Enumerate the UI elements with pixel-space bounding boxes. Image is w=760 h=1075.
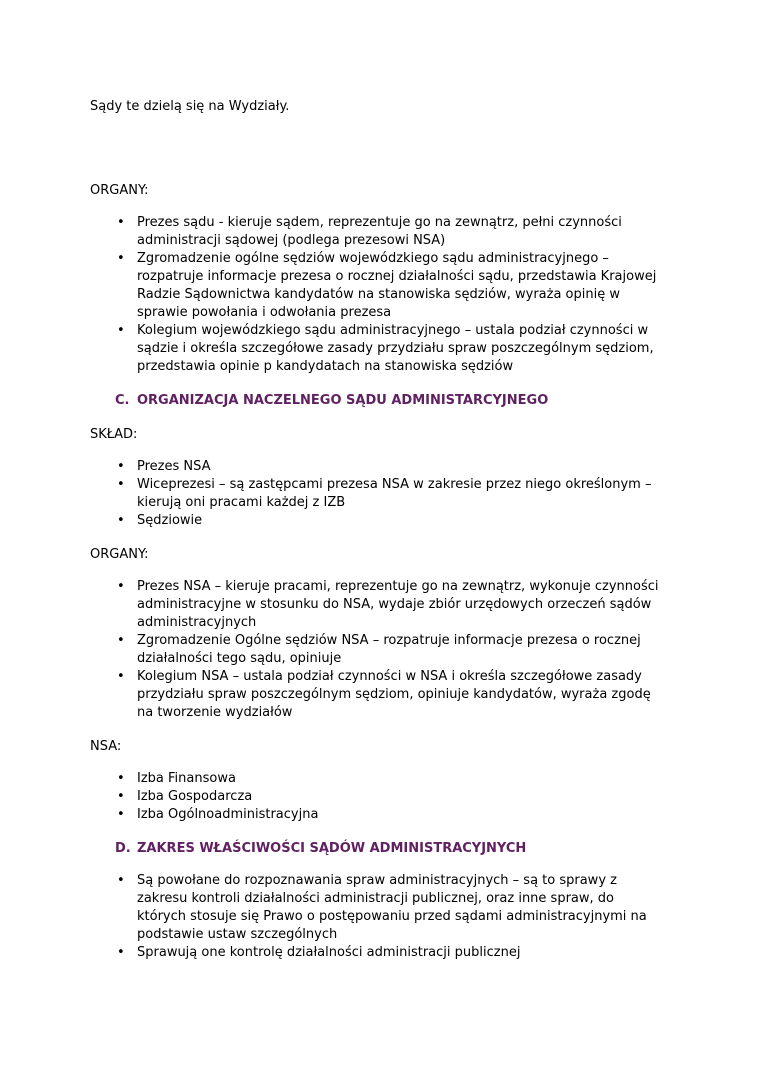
bullet-icon: • [117, 251, 125, 266]
heading-text: ZAKRES WŁAŚCIWOŚCI SĄDÓW ADMINISTRACYJNYCH [137, 841, 527, 856]
list-item-text: Izba Ogólnoadministracyjna [137, 807, 319, 822]
bullet-icon: • [117, 771, 125, 786]
list-item [90, 806, 665, 824]
list-item [90, 322, 665, 376]
section-label-nsa: NSA: [90, 739, 122, 754]
heading-letter: C. [115, 393, 130, 408]
list-item [90, 668, 665, 722]
list-item-text: Izba Finansowa [137, 771, 236, 786]
bullet-icon: • [117, 873, 125, 888]
section-heading-d [90, 840, 665, 858]
nsa-list [90, 770, 665, 824]
bullet-icon: • [117, 513, 125, 528]
list-item [90, 578, 665, 632]
section-label-organy-nsa: ORGANY: [90, 547, 149, 562]
list-item-text: Wiceprezesi – są zastępcami prezesa NSA w zakresie przez niego określonym – kierują oni pracami każdej z IZB [137, 477, 652, 510]
bullet-icon: • [117, 477, 125, 492]
organy-wsa-list [90, 214, 665, 376]
list-item [90, 458, 665, 476]
bullet-icon: • [117, 323, 125, 338]
list-item [90, 476, 665, 512]
intro-paragraph: Sądy te dzielą się na Wydziały. [90, 99, 290, 114]
section-label-organy-wsa: ORGANY: [90, 183, 149, 198]
list-item-text: Kolegium wojewódzkiego sądu administracyjnego – ustala podział czynności w sądzie i określa szczegółowe zasady przydziału spraw poszczególnym sędziom, przedstawia opinie p kandydatach na stanowiska sędziów [137, 323, 654, 374]
list-item [90, 512, 665, 530]
list-item-text: Izba Gospodarcza [137, 789, 253, 804]
list-item [90, 944, 665, 962]
list-item [90, 250, 665, 322]
list-item-text: Są powołane do rozpoznawania spraw administracyjnych – są to sprawy z zakresu kontroli działalności administracji publicznej, oraz inne spraw, do których stosuje się Prawo o postępowaniu przed sądami administracyjnymi na podstawie ustaw szczególnych [137, 873, 647, 942]
bullet-icon: • [117, 579, 125, 594]
bullet-icon: • [117, 807, 125, 822]
bullet-icon: • [117, 789, 125, 804]
list-item [90, 770, 665, 788]
sklad-list [90, 458, 665, 530]
list-item-text: Prezes NSA [137, 459, 211, 474]
list-item-text: Zgromadzenie ogólne sędziów wojewódzkiego sądu administracyjnego – rozpatruje informacje prezesa o rocznej działalności sądu, przedstawia Krajowej Radzie Sądownictwa kandydatów na stanowiska sędziów, wyraża opinię w sprawie powołania i odwołania prezesa [137, 251, 657, 320]
bullet-icon: • [117, 633, 125, 648]
list-item [90, 632, 665, 668]
list-item-text: Zgromadzenie Ogólne sędziów NSA – rozpatruje informacje prezesa o rocznej działalności tego sądu, opiniuje [137, 633, 641, 666]
list-item [90, 872, 665, 944]
list-item-text: Kolegium NSA – ustala podział czynności w NSA i określa szczegółowe zasady przydziału spraw poszczególnym sędziom, opiniuje kandydatów, wyraża zgodę na tworzenie wydziałów [137, 669, 651, 720]
list-item-text: Prezes NSA – kieruje pracami, reprezentuje go na zewnątrz, wykonuje czynności administracyjne w stosunku do NSA, wydaje zbiór urzędowych orzeczeń sądów administracyjnych [137, 579, 659, 630]
heading-letter: D. [115, 841, 131, 856]
list-item-text: Prezes sądu - kieruje sądem, reprezentuje go na zewnątrz, pełni czynności administracji sądowej (podlega prezesowi NSA) [137, 215, 622, 248]
heading-text: ORGANIZACJA NACZELNEGO SĄDU ADMINISTARCYJNEGO [137, 393, 549, 408]
bullet-icon: • [117, 945, 125, 960]
list-item-text: Sędziowie [137, 513, 203, 528]
bullet-icon: • [117, 215, 125, 230]
section-label-sklad: SKŁAD: [90, 427, 138, 442]
bullet-icon: • [117, 459, 125, 474]
list-item [90, 788, 665, 806]
organy-nsa-list [90, 578, 665, 722]
bullet-icon: • [117, 669, 125, 684]
list-item-text: Sprawują one kontrolę działalności administracji publicznej [137, 945, 521, 960]
section-heading-c [90, 392, 665, 410]
list-item [90, 214, 665, 250]
zakres-list [90, 872, 665, 962]
